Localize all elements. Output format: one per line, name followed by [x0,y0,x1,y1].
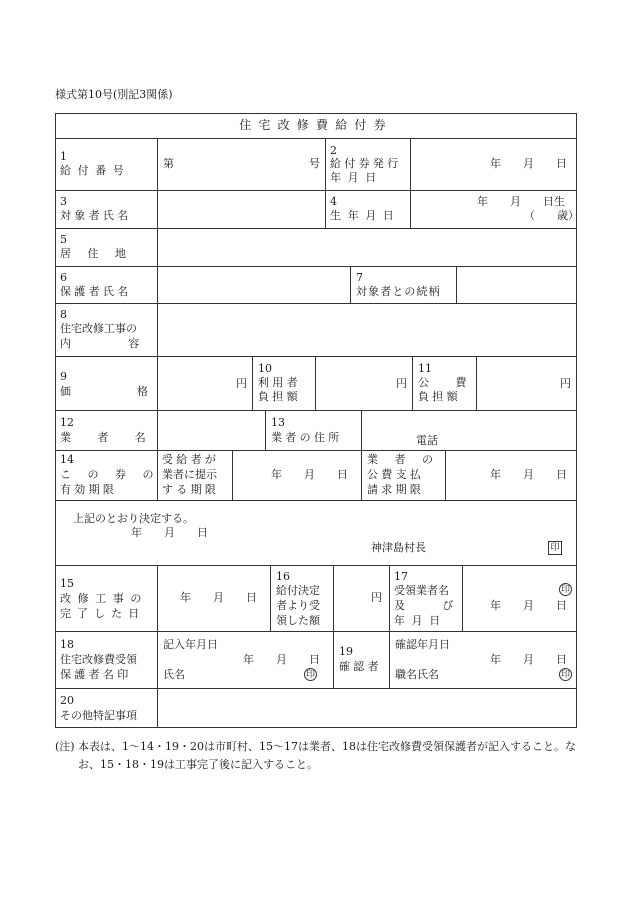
decision-date: 年 月 日 [131,526,208,539]
field-number: 15 [60,577,74,590]
voucher-number-label: 給付番号 [60,164,131,177]
validity-label: 有効期限 [60,483,118,496]
claim-deadline-label: 業者の [367,453,450,466]
entry-date-label: 記入年月日 [163,638,218,651]
receiving-contractor-label: 年月日 [394,614,447,627]
field-number: 7 [356,271,363,284]
field-number: 12 [60,416,74,429]
yen-unit: 円 [371,591,382,604]
field-number: 9 [60,370,67,383]
contractor-name-label: 業者名 [60,431,173,444]
field-number: 1 [60,150,67,163]
field-number: 2 [330,144,337,157]
form-title: 住宅改修費給付券 [239,118,393,132]
contractor-address-label: 業者の住所 [271,431,343,444]
field-number: 3 [60,195,67,208]
field-number: 4 [330,195,337,208]
user-share-label: 利用者 [258,376,301,389]
seal-icon: 印 [305,670,315,680]
field-number: 17 [394,570,408,583]
public-share-label: 公費 [418,376,493,389]
field-number: 8 [60,308,67,321]
note-text: 本表は、1～14・19・20は市町村、15～17は業者、18は住宅改修費受領保護者が記入すること。なお、15・18・19は工事完了後に記入すること。 [78,740,576,771]
claim-deadline-label: 請求期限 [367,483,425,496]
guardian-name-label: 保護者氏名 [60,285,132,298]
claim-deadline-label: 公費支払 [367,468,425,481]
seal-icon: 印 [560,670,570,680]
birth-date-value: 年 月 日生 [477,195,565,208]
user-share-label: 負担額 [258,390,301,403]
age-value: （ 歳） [524,209,579,222]
phone-label: 電話 [416,434,438,447]
receiving-contractor-label: 受領業者名 [394,584,449,597]
received-amount-label: 給付決定 [276,584,320,597]
confirm-date-value: 年 月 日 [490,653,567,666]
guardian-seal-label: 住宅改修費受領 [60,653,137,666]
field-number: 14 [60,453,74,466]
present-deadline-label: 受給者が [162,453,220,466]
receiving-contractor-label: 及び [394,599,491,612]
yen-unit: 円 [396,377,407,390]
present-deadline-label: 業者に提示 [162,468,217,481]
present-deadline-label: する期限 [162,483,220,496]
received-amount-label: 領した額 [276,614,320,627]
completion-date-label: 完了した日 [60,607,146,620]
confirm-date-label: 確認年月日 [395,638,450,651]
note-prefix: (注) [55,740,75,753]
guardian-name-field-label: 氏名 [163,668,185,681]
form-number: 様式第10号(別記3関係) [55,88,173,101]
issue-date-label: 年月日 [330,171,383,184]
price-label: 価格 [60,385,214,398]
claim-deadline-value: 年 月 日 [490,468,567,481]
field-number: 10 [258,362,272,375]
special-notes-label: その他特記事項 [60,709,137,722]
go-suffix: 号 [309,157,320,170]
yen-unit: 円 [560,377,571,390]
validity-label: この券の [60,468,170,481]
confirmer-label: 確認者 [339,660,382,673]
official-seal-icon: 印 [548,541,562,555]
renovation-content-label: 住宅改修工事の [60,322,137,335]
field-number: 16 [276,570,290,583]
completion-date-value: 年 月 日 [180,591,257,604]
field-number: 6 [60,271,67,284]
field-number: 19 [339,645,353,658]
field-number: 13 [271,416,285,429]
title-name-label: 職名氏名 [395,668,439,681]
yen-unit: 円 [236,377,247,390]
subject-name-label: 対象者氏名 [60,209,132,222]
public-share-label: 負担額 [418,390,461,403]
completion-date-label: 改修工事の [60,592,148,605]
residence-label: 居住地 [60,247,143,260]
field-number: 20 [60,694,74,707]
relationship-label: 対象者との続柄 [356,285,441,298]
dai-prefix: 第 [163,157,174,170]
field-number: 18 [60,638,74,651]
signer-title: 神津島村長 [371,541,426,554]
present-deadline-value: 年 月 日 [271,468,348,481]
renovation-content-label: 内容 [60,337,197,350]
receipt-date-value: 年 月 日 [490,599,567,612]
field-number: 11 [418,362,432,375]
received-amount-label: 者より受 [276,599,320,612]
issue-date-value: 年 月 日 [490,157,567,170]
birth-date-label: 生年月日 [330,209,401,222]
decision-text: 上記のとおり決定する。 [73,512,194,525]
guardian-seal-label: 保護者名印 [60,668,132,681]
issue-date-label: 給付券発行 [330,157,402,170]
seal-icon: 印 [560,585,570,595]
field-number: 5 [60,233,67,246]
entry-date-value: 年 月 日 [243,653,320,666]
